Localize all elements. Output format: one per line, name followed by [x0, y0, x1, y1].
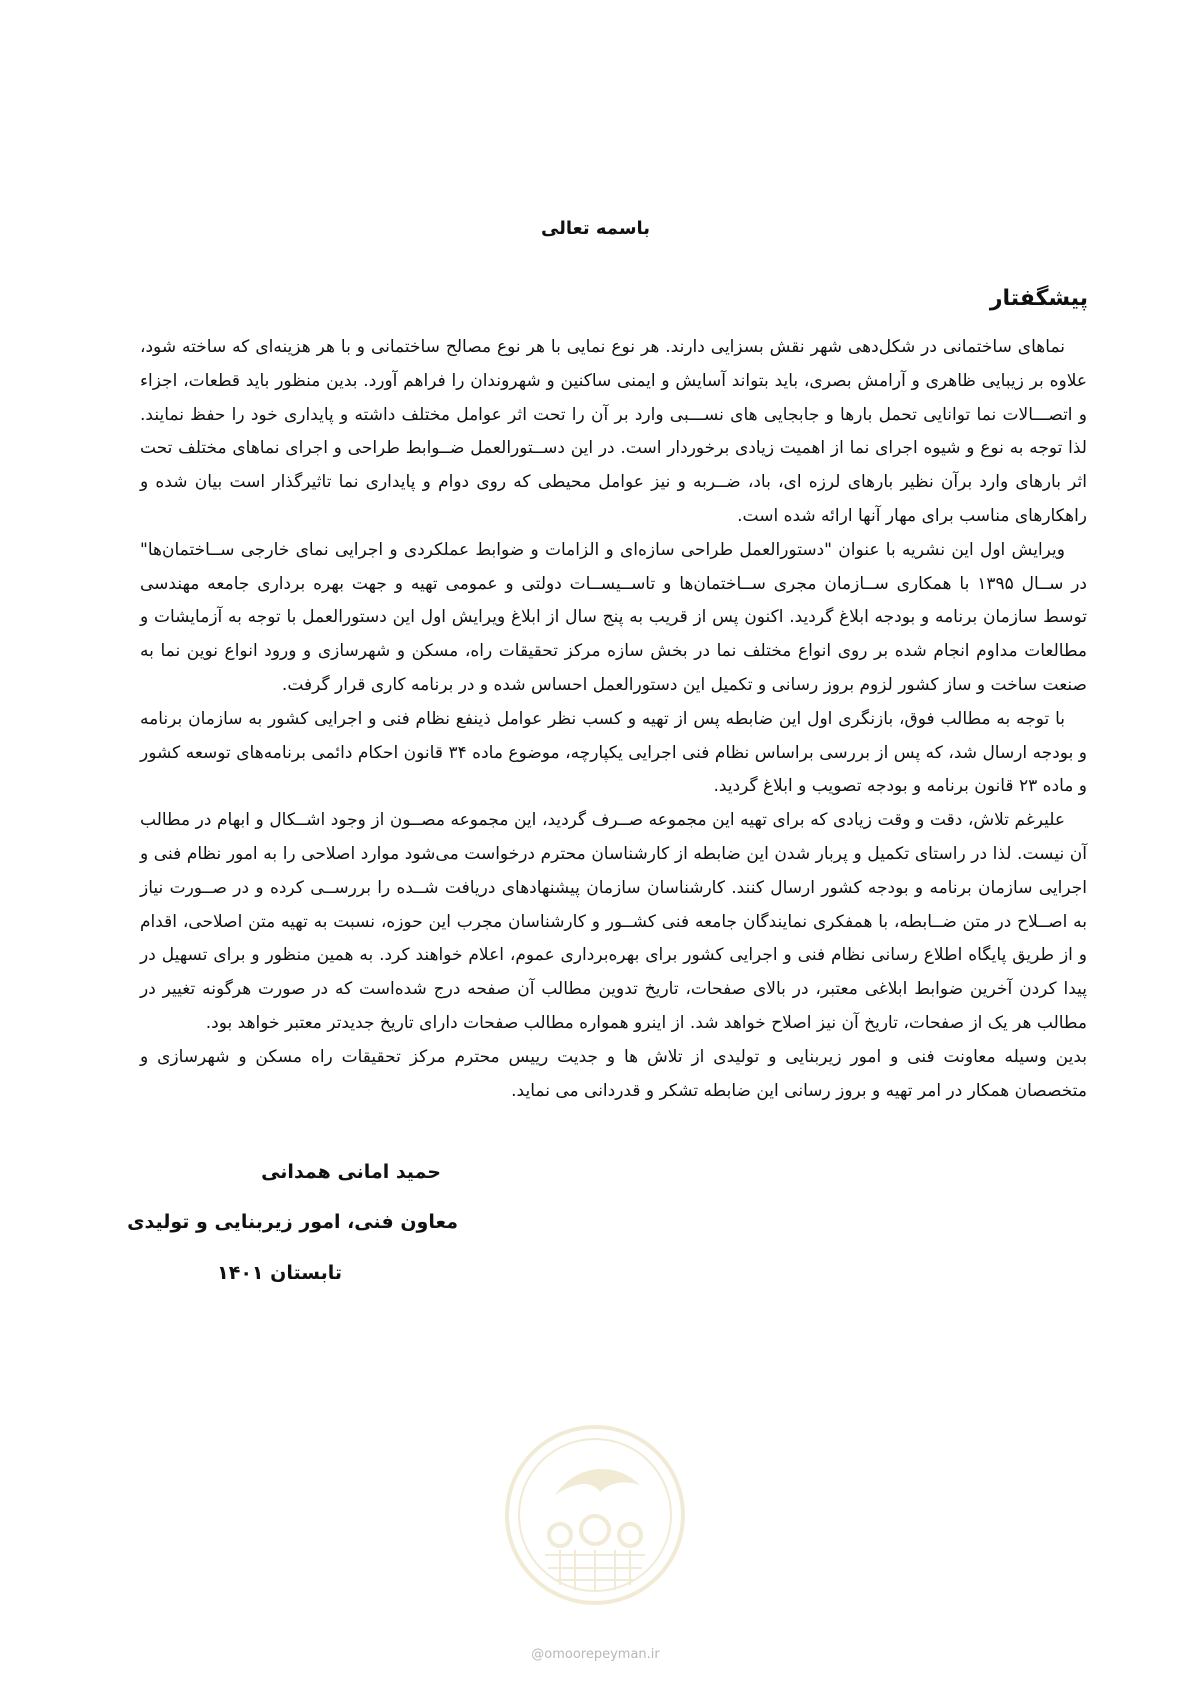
paragraph-2: ویرایش اول این نشریه با عنوان "دستورالعمل طراحی سازه‌ای و الزامات و ضوابط عملکردی و اجرایی نمای خارجی ســاختمان‌ها" در ســال ۱۳۹۵ با همکاری ســازمان مجری ســاختمان‌ها و تاســیســات دولتی و عمومی تهیه و جهت بهره برداری جامعه مهندسی توسط سازمان برنامه و بودجه ابلاغ گردید. اکنون پس از قریب به پنج سال از ابلاغ ویرایش اول این دستورالعمل با توجه به آزمایشات و مطالعات مداوم انجام شده بر روی انواع مختلف نما در بخش سازه مرکز تحقیقات راه، مسکن و شهرسازی و ورود انواع نوین نما به صنعت ساخت و ساز کشور لزوم بروز رسانی و تکمیل این دستورالعمل احساس شده و در برنامه کاری قرار گرفت. — [140, 539, 1087, 695]
signatory-name: حمید امانی همدانی — [261, 1161, 441, 1183]
body-text — [140, 331, 1087, 1108]
paragraph-1: نماهای ساختمانی در شکل‌دهی شهر نقش بسزایی دارند. هر نوع نمایی با هر نوع مصالح ساختمانی و با هر هزینه‌ای که ساخته شود، علاوه بر زیبایی ظاهری و آرامش بصری، باید بتواند آسایش و ایمنی ساکنین و شهروندان را فراهم آورد. بدین منظور باید قطعات، اجزاء و اتصـــالات نما توانایی تحمل بارها و جابجایی های نســـبی وارد بر آن را تحت اثر عوامل مختلف داشته و پایداری خود را حفظ نمایند. لذا توجه به نوع و شیوه اجرای نما از اهمیت زیادی برخوردار است. در این دســتورالعمل ضــوابط طراحی و اجرای نماهای مختلف تحت اثر بارهای وارد برآن نظیر بارهای لرزه ای، باد، ضــربه و نیز عوامل محیطی که روی دوام و پایداری نما تاثیرگذار است بیان شده و راهکارهای مناسب برای مهار آنها ارائه شده است. — [140, 337, 1087, 526]
section-title: پیشگفتار — [989, 286, 1088, 311]
watermark-seal — [500, 1420, 690, 1610]
signatory-role: معاون فنی، امور زیربنایی و تولیدی — [127, 1211, 458, 1233]
paragraph-3: با توجه به مطالب فوق، بازنگری اول این ضابطه پس از تهیه و کسب نظر عوامل ذینفع نظام فنی و اجرایی کشور به سازمان برنامه و بودجه ارسال شد، که پس از بررسی براساس نظام فنی اجرایی یکپارچه، موضوع ماده ۳۴ قانون احکام دائمی برنامه‌های توسعه کشور و ماده ۲۳ قانون برنامه و بودجه تصویب و ابلاغ گردید. — [140, 708, 1087, 797]
paragraph-5: بدین وسیله معاونت فنی و امور زیربنایی و تولیدی از تلاش ها و جدیت رییس محترم مرکز تحقیقات راه مسکن و شهرسازی و متخصصان همکار در امر تهیه و بروز رسانی این ضابطه تشکر و قدردانی می نماید. — [140, 1046, 1087, 1101]
invocation-heading: باسمه تعالی — [540, 218, 651, 239]
signature-date: تابستان ۱۴۰۱ — [217, 1262, 342, 1284]
watermark-handle: @omoorepeyman.ir — [531, 1647, 660, 1662]
paragraph-4: علیرغم تلاش، دقت و وقت زیادی که برای تهیه این مجموعه صــرف گردید، این مجموعه مصــون از وجود اشــکال و ابهام در مطالب آن نیست. لذا در راستای تکمیل و پربار شدن این ضابطه از کارشناسان محترم درخواست می‌شود موارد اصلاحی را به امور نظام فنی و اجرایی سازمان برنامه و بودجه کشور ارسال کنند. کارشناسان سازمان پیشنهادهای دریافت شــده را بررســی کرده و در صــورت نیاز به اصــلاح در متن ضــابطه، با همفکری نمایندگان جامعه فنی کشــور و کارشناسان مجرب این حوزه، نسبت به تهیه متن اصلاحی، اقدام و از طریق پایگاه اطلاع رسانی نظام فنی و اجرایی کشور برای بهره‌برداری عموم، اعلام خواهند کرد. به همین منظور و برای تسهیل در پیدا کردن آخرین ضوابط ابلاغی معتبر، در بالای صفحات، تاریخ تدوین مطالب آن صفحه درج شده‌است که در صورت هرگونه تغییر در مطالب هر یک از صفحات، تاریخ آن نیز اصلاح خواهد شد. از اینرو همواره مطالب صفحات دارای تاریخ جدیدتر معتبر خواهد بود. — [140, 810, 1087, 1033]
seal-emblem-icon — [500, 1420, 690, 1610]
